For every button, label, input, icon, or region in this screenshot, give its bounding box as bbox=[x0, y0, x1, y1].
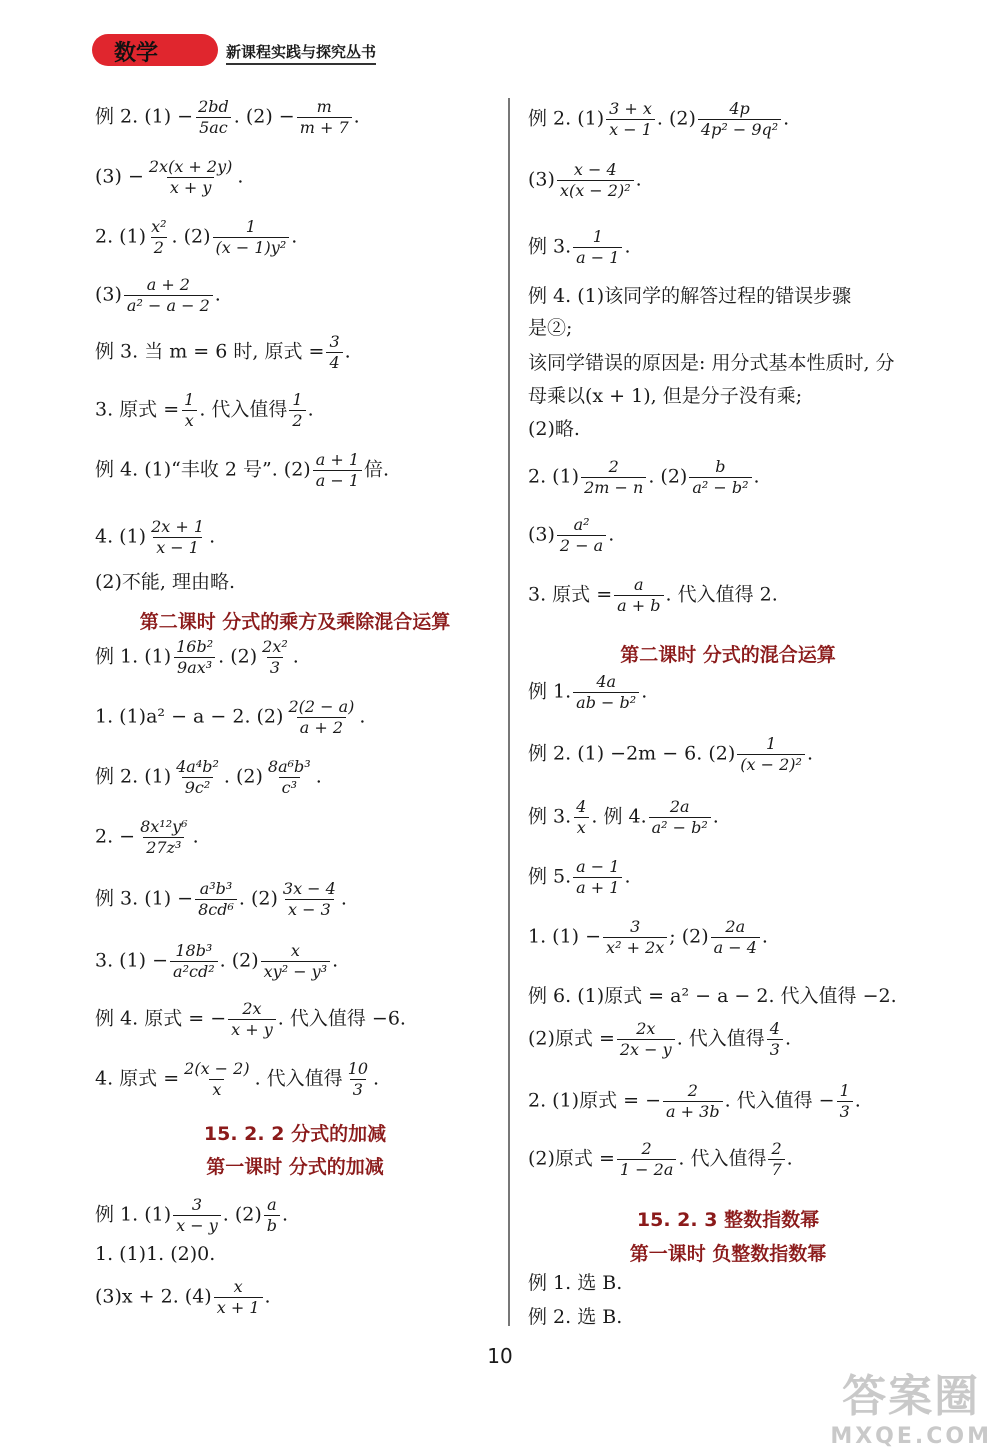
section-heading: 15. 2. 3 整数指数幂 bbox=[636, 1209, 820, 1231]
answer-line bbox=[95, 159, 243, 196]
denominator: (x − 2)² bbox=[737, 754, 805, 773]
numerator: x bbox=[233, 1277, 243, 1296]
fraction bbox=[214, 1279, 263, 1316]
answer-text: . bbox=[315, 765, 322, 788]
answer-text: . 代入值得 bbox=[676, 1027, 765, 1050]
watermark-logo: 答案圈 bbox=[842, 1371, 981, 1422]
numerator: a + 1 bbox=[315, 450, 360, 469]
answer-line bbox=[528, 799, 719, 836]
answer-text: . bbox=[624, 865, 631, 888]
numerator: a bbox=[267, 1195, 277, 1214]
fraction bbox=[181, 1061, 252, 1098]
numerator: a² bbox=[573, 515, 590, 534]
denominator: 2x − y bbox=[617, 1039, 675, 1058]
answer-text: . (2) bbox=[218, 645, 258, 668]
answer-line bbox=[528, 919, 768, 956]
fraction bbox=[173, 1197, 221, 1234]
numerator: 2(2 − a) bbox=[288, 697, 355, 716]
denominator: a + 2 bbox=[297, 717, 346, 736]
answer-text: 2. (1)原式 = − bbox=[528, 1089, 662, 1112]
answer-text: . bbox=[359, 705, 366, 728]
answer-line bbox=[95, 519, 215, 556]
numerator: x² bbox=[151, 217, 167, 236]
answer-text: . (2) bbox=[171, 225, 211, 248]
numerator: 1 bbox=[292, 390, 303, 409]
answer-text: . bbox=[344, 340, 351, 363]
answer-text: 倍. bbox=[364, 458, 390, 481]
fraction bbox=[181, 392, 197, 429]
denominator: a² − b² bbox=[649, 817, 711, 836]
fraction bbox=[148, 519, 207, 556]
fraction bbox=[737, 736, 805, 773]
numerator: 3 bbox=[630, 917, 641, 936]
numerator: 2x(x + 2y) bbox=[148, 157, 233, 176]
fraction bbox=[557, 517, 606, 554]
denominator: a − 1 bbox=[313, 470, 362, 489]
denominator: x + y bbox=[167, 177, 215, 196]
answer-text: 例 1. 选 B. bbox=[528, 1272, 623, 1294]
denominator: 3 bbox=[837, 1101, 853, 1120]
fraction bbox=[280, 881, 339, 918]
denominator: x + y bbox=[228, 1019, 276, 1038]
numerator: 10 bbox=[347, 1059, 369, 1078]
fraction bbox=[146, 159, 236, 196]
section-heading: 第二课时 分式的乘方及乘除混合运算 bbox=[139, 611, 451, 633]
answer-line bbox=[95, 573, 235, 592]
answer-text: 例 2. (1) −2m − 6. (2) bbox=[528, 742, 736, 765]
numerator: b bbox=[715, 457, 726, 476]
answer-line bbox=[528, 577, 778, 614]
answer-text: . bbox=[806, 742, 813, 765]
answer-text: . bbox=[854, 1089, 861, 1112]
numerator: 2a bbox=[669, 797, 690, 816]
numerator: 2 bbox=[771, 1139, 782, 1158]
answer-text: 例 3. 当 m = 6 时, 原式 = bbox=[95, 340, 325, 363]
numerator: a³b³ bbox=[199, 879, 233, 898]
denominator: a² − a − 2 bbox=[124, 295, 213, 314]
denominator: 2m − n bbox=[581, 477, 646, 496]
section-heading: 第二课时 分式的混合运算 bbox=[620, 644, 836, 666]
denominator: 7 bbox=[768, 1159, 784, 1178]
answer-text: . 代入值得 2. bbox=[665, 583, 778, 606]
answer-text: 例 1. bbox=[528, 680, 572, 703]
fraction bbox=[649, 799, 711, 836]
answer-text: . 代入值得 bbox=[199, 398, 288, 421]
numerator: 4p bbox=[729, 99, 750, 118]
answer-text: . bbox=[209, 525, 216, 548]
answer-text: 例 6. (1)原式 = a² − a − 2. 代入值得 −2. bbox=[528, 985, 897, 1007]
denominator: 3 bbox=[767, 1039, 783, 1058]
answer-text: (3) bbox=[95, 283, 122, 306]
answer-text: (3) bbox=[528, 523, 555, 546]
denominator: 2 bbox=[151, 237, 167, 256]
fraction bbox=[173, 639, 216, 676]
subject-badge bbox=[92, 34, 218, 66]
fraction bbox=[557, 162, 634, 199]
answer-line bbox=[528, 101, 789, 138]
fraction bbox=[617, 1141, 676, 1178]
answer-text: . 代入值得 − bbox=[724, 1089, 835, 1112]
answer-text: (2)略. bbox=[528, 418, 580, 440]
answer-text: . 代入值得 bbox=[254, 1067, 343, 1090]
fraction bbox=[313, 452, 362, 489]
numerator: 4a bbox=[596, 672, 617, 691]
fraction bbox=[195, 99, 232, 136]
answer-text: 4. 原式 = bbox=[95, 1067, 180, 1090]
answer-text: . bbox=[353, 105, 360, 128]
answer-line bbox=[95, 219, 297, 256]
answer-text: . 代入值得 bbox=[678, 1147, 767, 1170]
numerator: x − 4 bbox=[573, 160, 617, 179]
answer-line bbox=[528, 287, 851, 306]
answer-text: 1. (1)1. (2)0. bbox=[95, 1243, 216, 1265]
answer-text: . (2) bbox=[648, 465, 688, 488]
numerator: 8x¹²y⁶ bbox=[140, 817, 188, 836]
fraction bbox=[345, 1061, 371, 1098]
denominator: x − y bbox=[173, 1215, 221, 1234]
answer-text: . bbox=[783, 107, 790, 130]
answer-line bbox=[95, 392, 314, 429]
answer-text: . (2) bbox=[222, 1203, 262, 1226]
denominator: 4p² − 9q² bbox=[698, 119, 781, 138]
denominator: a + 3b bbox=[663, 1101, 723, 1120]
denominator: 3 bbox=[267, 657, 283, 676]
answer-text: 4. (1) bbox=[95, 525, 147, 548]
column-divider bbox=[508, 98, 510, 1326]
section-heading: 第一课时 分式的加减 bbox=[206, 1156, 384, 1178]
numerator: 2(x − 2) bbox=[184, 1059, 250, 1078]
numerator: 1 bbox=[245, 217, 256, 236]
answer-text: . bbox=[332, 949, 339, 972]
answer-line bbox=[528, 459, 760, 496]
answer-line bbox=[528, 517, 614, 554]
fraction bbox=[285, 699, 357, 736]
denominator: x² + 2x bbox=[603, 937, 667, 956]
denominator: (x − 1)y² bbox=[213, 237, 290, 256]
fraction bbox=[573, 799, 589, 836]
fraction bbox=[297, 99, 352, 136]
answer-text: 例 4. (1)“丰收 2 号”. (2) bbox=[95, 458, 311, 481]
fraction bbox=[228, 1001, 276, 1038]
fraction bbox=[573, 859, 622, 896]
answer-line bbox=[528, 162, 642, 199]
answer-text: . bbox=[761, 925, 768, 948]
watermark bbox=[830, 1360, 992, 1449]
fraction bbox=[573, 674, 639, 711]
fraction bbox=[173, 759, 222, 796]
fraction bbox=[137, 819, 190, 856]
answer-line bbox=[95, 334, 351, 371]
fraction bbox=[265, 759, 314, 796]
numerator: 2x² bbox=[262, 637, 288, 656]
numerator: 18b³ bbox=[175, 941, 213, 960]
answer-text: 3. 原式 = bbox=[528, 583, 613, 606]
answer-text: 母乘以(x + 1), 但是分子没有乘; bbox=[528, 385, 803, 407]
denominator: xy² − y³ bbox=[261, 961, 331, 980]
answer-text: . (2) bbox=[223, 765, 263, 788]
answer-text: . bbox=[608, 523, 615, 546]
answer-line bbox=[528, 736, 813, 773]
answer-line bbox=[528, 1021, 791, 1058]
answer-text: . 例 4. bbox=[591, 805, 647, 828]
fraction bbox=[603, 919, 667, 956]
numerator: 2a bbox=[725, 917, 746, 936]
answer-text: . bbox=[786, 1147, 793, 1170]
answer-line bbox=[95, 1061, 379, 1098]
answer-line bbox=[95, 452, 389, 489]
answer-text: (2)原式 = bbox=[528, 1147, 615, 1170]
answer-text: 例 5. bbox=[528, 865, 572, 888]
fraction bbox=[264, 1197, 280, 1234]
denominator: x + 1 bbox=[214, 1297, 263, 1316]
denominator: x bbox=[574, 817, 589, 836]
numerator: 2x bbox=[242, 999, 262, 1018]
numerator: 8a⁶b³ bbox=[267, 757, 311, 776]
answer-text: 1. (1) − bbox=[528, 925, 602, 948]
answer-text: . bbox=[192, 825, 199, 848]
answer-text: 例 3. (1) − bbox=[95, 887, 194, 910]
numerator: 3 + x bbox=[609, 99, 652, 118]
numerator: 2 bbox=[687, 1081, 698, 1100]
answer-text: 例 2. (1) bbox=[528, 107, 605, 130]
answer-text: . bbox=[624, 235, 631, 258]
watermark-url: MXQE.COM bbox=[830, 1424, 992, 1449]
answer-text: . bbox=[292, 645, 299, 668]
fraction bbox=[768, 1141, 784, 1178]
answer-text: . bbox=[291, 225, 298, 248]
fraction bbox=[261, 943, 331, 980]
answer-text: . bbox=[641, 680, 648, 703]
denominator: x − 1 bbox=[153, 537, 202, 556]
answer-line bbox=[528, 354, 895, 373]
answer-line bbox=[95, 881, 347, 918]
answer-line bbox=[528, 1141, 793, 1178]
denominator: m + 7 bbox=[297, 117, 352, 136]
denominator: 8cd⁶ bbox=[195, 899, 237, 918]
fraction bbox=[606, 101, 655, 138]
answer-text: 3. (1) − bbox=[95, 949, 169, 972]
answer-text: . bbox=[264, 1285, 271, 1308]
answer-line bbox=[95, 1245, 215, 1264]
denominator: 2 − a bbox=[557, 535, 606, 554]
answer-text: 例 3. bbox=[528, 805, 572, 828]
answer-line bbox=[95, 99, 360, 136]
answer-line bbox=[528, 387, 802, 406]
numerator: 2bd bbox=[198, 97, 229, 116]
numerator: 2 bbox=[641, 1139, 652, 1158]
answer-text: 例 4. (1)该同学的解答过程的错误步骤 bbox=[528, 285, 852, 307]
fraction bbox=[698, 101, 781, 138]
answer-text: . 代入值得 −6. bbox=[277, 1007, 406, 1030]
answer-text: . (2) − bbox=[233, 105, 295, 128]
answer-line bbox=[528, 319, 572, 338]
answer-text: . bbox=[753, 465, 760, 488]
page-header bbox=[92, 34, 392, 68]
subject-label: 数学 bbox=[114, 41, 159, 66]
section-heading: 第一课时 负整数指数幂 bbox=[629, 1243, 827, 1265]
answer-line bbox=[528, 229, 631, 266]
numerator: 16b² bbox=[176, 637, 214, 656]
numerator: 3 bbox=[191, 1195, 203, 1214]
numerator: 2x + 1 bbox=[151, 517, 205, 536]
fraction bbox=[767, 1021, 783, 1058]
answer-text: . (2) bbox=[219, 949, 259, 972]
fraction bbox=[213, 219, 290, 256]
fraction bbox=[581, 459, 646, 496]
answer-text: 2. (1) bbox=[528, 465, 580, 488]
answer-line bbox=[95, 1001, 406, 1038]
answer-line bbox=[95, 277, 221, 314]
numerator: 4 bbox=[769, 1019, 780, 1038]
answer-line bbox=[95, 1197, 288, 1234]
fraction bbox=[837, 1083, 853, 1120]
answer-text: (3) − bbox=[95, 165, 144, 188]
denominator: x bbox=[209, 1079, 224, 1098]
answer-text: 1. (1)a² − a − 2. (2) bbox=[95, 705, 284, 728]
fraction bbox=[573, 229, 622, 266]
denominator: 27z³ bbox=[143, 837, 184, 856]
fraction bbox=[124, 277, 213, 314]
denominator: a + 1 bbox=[573, 877, 622, 896]
denominator: a − 1 bbox=[573, 247, 622, 266]
denominator: 2 bbox=[289, 410, 305, 429]
fraction bbox=[170, 943, 218, 980]
fraction bbox=[617, 1021, 675, 1058]
numerator: a bbox=[634, 575, 644, 594]
denominator: 1 − 2a bbox=[617, 1159, 676, 1178]
answer-line bbox=[528, 420, 580, 439]
numerator: 3 bbox=[329, 332, 340, 351]
answer-line bbox=[528, 859, 631, 896]
answer-line bbox=[95, 943, 338, 980]
answer-text: . bbox=[237, 165, 244, 188]
numerator: 2x bbox=[636, 1019, 656, 1038]
answer-line bbox=[528, 1083, 861, 1120]
answer-text: 例 3. bbox=[528, 235, 572, 258]
answer-text: ; (2) bbox=[669, 925, 709, 948]
answer-text: 例 4. 原式 = − bbox=[95, 1007, 227, 1030]
answer-text: . (2) bbox=[238, 887, 278, 910]
answer-line bbox=[528, 987, 897, 1006]
answer-text: (3)x + 2. (4) bbox=[95, 1285, 212, 1308]
answer-line bbox=[528, 674, 647, 711]
answer-text: . bbox=[373, 1067, 380, 1090]
numerator: 4 bbox=[576, 797, 587, 816]
answer-line bbox=[95, 699, 365, 736]
answer-line bbox=[528, 1274, 622, 1293]
answer-text: 3. 原式 = bbox=[95, 398, 180, 421]
fraction bbox=[711, 919, 760, 956]
denominator: 4 bbox=[326, 352, 342, 371]
denominator: 9c² bbox=[182, 777, 214, 796]
answer-text: (2)原式 = bbox=[528, 1027, 615, 1050]
denominator: x bbox=[182, 410, 197, 429]
answer-text: 是②; bbox=[528, 317, 573, 339]
answer-text: (3) bbox=[528, 168, 555, 191]
denominator: x − 3 bbox=[285, 899, 334, 918]
denominator: a²cd² bbox=[170, 961, 218, 980]
answer-text: 2. (1) bbox=[95, 225, 147, 248]
denominator: a + b bbox=[614, 595, 663, 614]
answer-line bbox=[95, 639, 299, 676]
numerator: a + 2 bbox=[146, 275, 190, 294]
answer-text: 该同学错误的原因是: 用分式基本性质时, 分 bbox=[528, 352, 895, 374]
denominator: 3 bbox=[350, 1079, 366, 1098]
fraction bbox=[259, 639, 291, 676]
fraction bbox=[195, 881, 237, 918]
fraction bbox=[689, 459, 751, 496]
fraction bbox=[326, 334, 342, 371]
numerator: 1 bbox=[184, 390, 195, 409]
fraction bbox=[614, 577, 663, 614]
answer-text: . bbox=[214, 283, 221, 306]
denominator: ab − b² bbox=[573, 692, 639, 711]
answer-text: . (2) bbox=[656, 107, 696, 130]
section-heading: 15. 2. 2 分式的加减 bbox=[203, 1123, 387, 1145]
fraction bbox=[663, 1083, 723, 1120]
answer-text: . bbox=[712, 805, 719, 828]
numerator: 3x − 4 bbox=[282, 879, 336, 898]
numerator: x bbox=[290, 941, 300, 960]
answer-text: . bbox=[307, 398, 314, 421]
answer-text: . bbox=[340, 887, 347, 910]
answer-text: . bbox=[784, 1027, 792, 1050]
denominator: b bbox=[264, 1215, 280, 1234]
denominator: c³ bbox=[279, 777, 300, 796]
denominator: 9ax³ bbox=[174, 657, 215, 676]
numerator: 4a⁴b² bbox=[176, 757, 219, 776]
answer-text: 例 2. 选 B. bbox=[528, 1306, 623, 1328]
numerator: 2 bbox=[608, 457, 619, 476]
answer-line bbox=[95, 819, 199, 856]
numerator: a − 1 bbox=[576, 857, 620, 876]
answer-line bbox=[95, 1279, 271, 1316]
fraction bbox=[148, 219, 169, 256]
answer-text: . bbox=[635, 168, 642, 191]
page-number: 10 bbox=[487, 1344, 513, 1368]
numerator: 1 bbox=[766, 734, 777, 753]
answer-text: 2. − bbox=[95, 825, 136, 848]
answer-text: 例 1. (1) bbox=[95, 645, 172, 668]
answer-text: 例 1. (1) bbox=[95, 1203, 172, 1226]
denominator: x − 1 bbox=[606, 119, 655, 138]
denominator: a − 4 bbox=[711, 937, 760, 956]
answer-text: 例 2. (1) − bbox=[95, 105, 194, 128]
fraction bbox=[289, 392, 305, 429]
answer-line bbox=[95, 759, 322, 796]
numerator: m bbox=[316, 97, 332, 116]
numerator: 1 bbox=[839, 1081, 850, 1100]
series-title: 新课程实践与探究丛书 bbox=[226, 41, 376, 65]
answer-line bbox=[528, 1308, 622, 1327]
answer-text: 例 2. (1) bbox=[95, 765, 172, 788]
answer-text: . bbox=[282, 1203, 289, 1226]
numerator: 1 bbox=[592, 227, 603, 246]
answer-text: (2)不能, 理由略. bbox=[95, 571, 236, 593]
denominator: 5ac bbox=[196, 117, 231, 136]
denominator: a² − b² bbox=[689, 477, 751, 496]
denominator: x(x − 2)² bbox=[557, 180, 634, 199]
